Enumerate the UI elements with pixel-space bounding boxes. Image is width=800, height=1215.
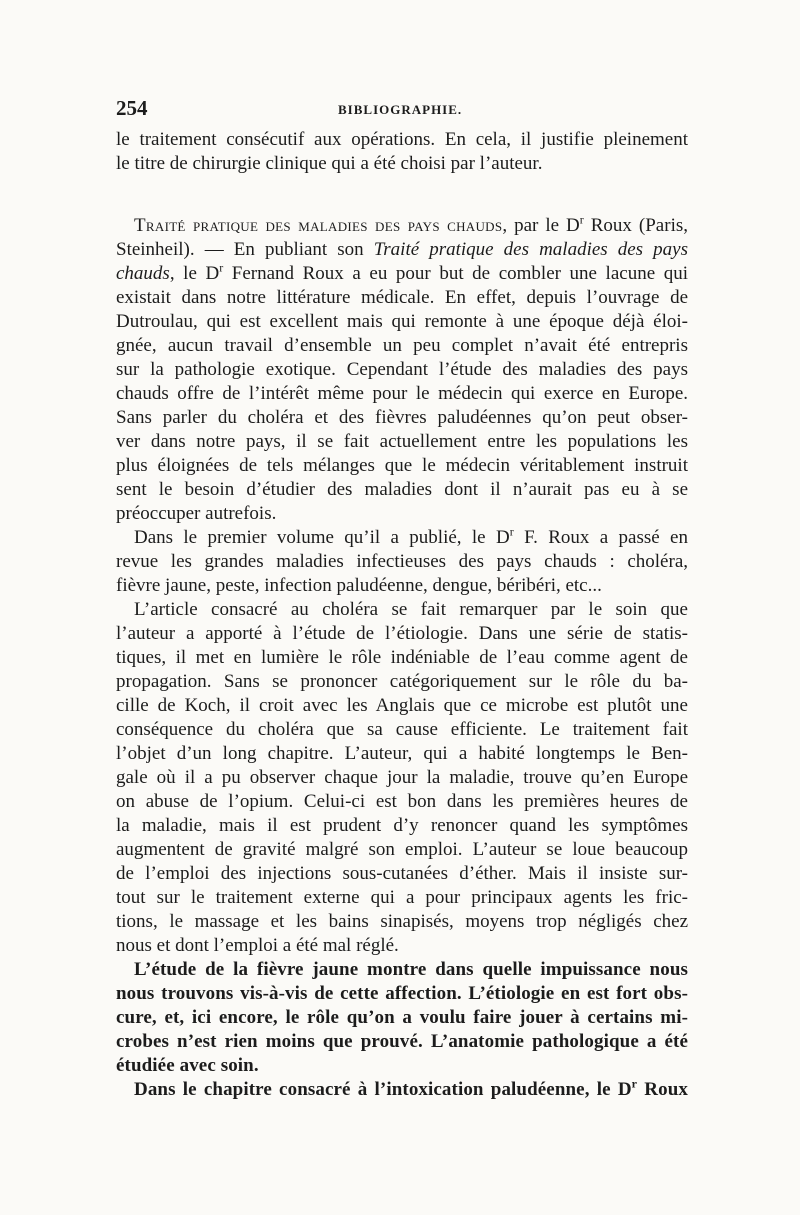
text-line: L’article consacré au choléra se fait remarquer par le soin que	[134, 599, 688, 620]
text-line: de l’emploi des injections sous-cutanées d’éther. Mais il insiste sur-	[116, 863, 688, 884]
paragraph-malaria	[116, 1078, 688, 1102]
paragraph-continuation	[116, 128, 688, 176]
text-line: nous et dont l’emploi a été mal réglé.	[116, 935, 399, 956]
book-title-italic: Traité pratique des maladies des pays	[373, 239, 688, 260]
text-line: sur la pathologie exotique. Cependant l’étude des maladies des pays	[116, 359, 688, 380]
text-line: Traité pratique des maladies des pays chauds, par le $D^r$ Roux (Paris,	[134, 212, 688, 236]
text-line: étudiée avec soin.	[116, 1055, 259, 1076]
text-line: chauds, le $D^r$ Fernand Roux a eu pour but de combler une lacune qui	[116, 260, 688, 284]
section-title: BIBLIOGRAPHIE.	[338, 102, 463, 117]
text-line: l’auteur a apporté à l’étude de l’étiologie. Dans une série de statis-	[116, 623, 688, 644]
text-line: Steinheil). — En publiant son Traité pratique des maladies des pays	[116, 239, 688, 260]
text-line: plus éloignées de tels mélanges que le médecin véritablement instruit	[116, 455, 688, 476]
paragraph-cholera	[116, 598, 688, 958]
text-line: augmentent de gravité malgré son emploi. L’auteur se loue beaucoup	[116, 839, 688, 860]
text-line: nous trouvons vis-à-vis de cette affection. L’étiologie en est fort obs-	[116, 983, 688, 1004]
page-number: 254	[116, 96, 148, 120]
text-line: existait dans notre littérature médicale. En effet, depuis l’ouvrage de	[116, 287, 688, 308]
text-line: tions, le massage et les bains sinapisés, moyens trop négligés chez	[116, 911, 688, 932]
paragraph-first-volume	[116, 526, 688, 598]
text-line: Dans le premier volume qu’il a publié, le $D^r$ F. Roux a passé en	[134, 524, 688, 548]
text-line: ver dans notre pays, il se fait actuellement entre les populations les	[116, 431, 688, 452]
text-line: crobes n’est rien moins que prouvé. L’anatomie pathologique a été	[116, 1031, 688, 1052]
running-head	[116, 96, 688, 126]
text-line: Dutroulau, qui est excellent mais qui remonte à une époque déjà éloi-	[116, 311, 688, 332]
text-line: le titre de chirurgie clinique qui a été choisi par l’auteur.	[116, 153, 543, 174]
text-line: l’objet d’un long chapitre. L’auteur, qui a habité longtemps le Ben-	[116, 743, 688, 764]
text-line: préoccuper autrefois.	[116, 503, 277, 524]
paragraph-review-intro	[116, 214, 688, 526]
text-line: propagation. Sans se prononcer catégoriquement sur le rôle du ba-	[116, 671, 688, 692]
text-line: tiques, il met en lumière le rôle indéniable de l’eau comme agent de	[116, 647, 688, 668]
text-line: sent le besoin d’étudier des maladies dont il n’aurait pas eu à se	[116, 479, 688, 500]
text-line: le traitement consécutif aux opérations. En cela, il justifie pleinement	[116, 129, 688, 150]
text-line: conséquence du choléra que sa cause efficiente. Le traitement fait	[116, 719, 688, 740]
text-line: gale où il a pu observer chaque jour la maladie, trouve qu’en Europe	[116, 767, 688, 788]
text-line: cure, et, ici encore, le rôle qu’on a voulu faire jouer à certains mi-	[116, 1007, 688, 1028]
text-line: la maladie, mais il est prudent d’y renoncer quand les symptômes	[116, 815, 688, 836]
text-line: tout sur le traitement externe qui a pour principaux agents les fric-	[116, 887, 688, 908]
book-page	[116, 96, 688, 1102]
text-line: gnée, aucun travail d’ensemble un peu complet n’avait été entrepris	[116, 335, 688, 356]
paragraph-yellow-fever	[116, 958, 688, 1078]
text-line: chauds offre de l’intérêt même pour le médecin qui exerce en Europe.	[116, 383, 688, 404]
text-line: L’étude de la fièvre jaune montre dans quelle impuissance nous	[134, 959, 688, 980]
text-line: Dans le chapitre consacré à l’intoxication paludéenne, le $D^r$ Roux	[134, 1076, 688, 1100]
book-title: Traité pratique des maladies des pays chauds	[134, 215, 503, 236]
text-line: cille de Koch, il croit avec les Anglais que ce microbe est plutôt une	[116, 695, 688, 716]
text-line: fièvre jaune, peste, infection paludéenne, dengue, béribéri, etc...	[116, 575, 602, 596]
text-line: on abuse de l’opium. Celui-ci est bon dans les premières heures de	[116, 791, 688, 812]
text-line: revue les grandes maladies infectieuses des pays chauds : choléra,	[116, 551, 688, 572]
text-line: Sans parler du choléra et des fièvres paludéennes qu’on peut obser-	[116, 407, 688, 428]
